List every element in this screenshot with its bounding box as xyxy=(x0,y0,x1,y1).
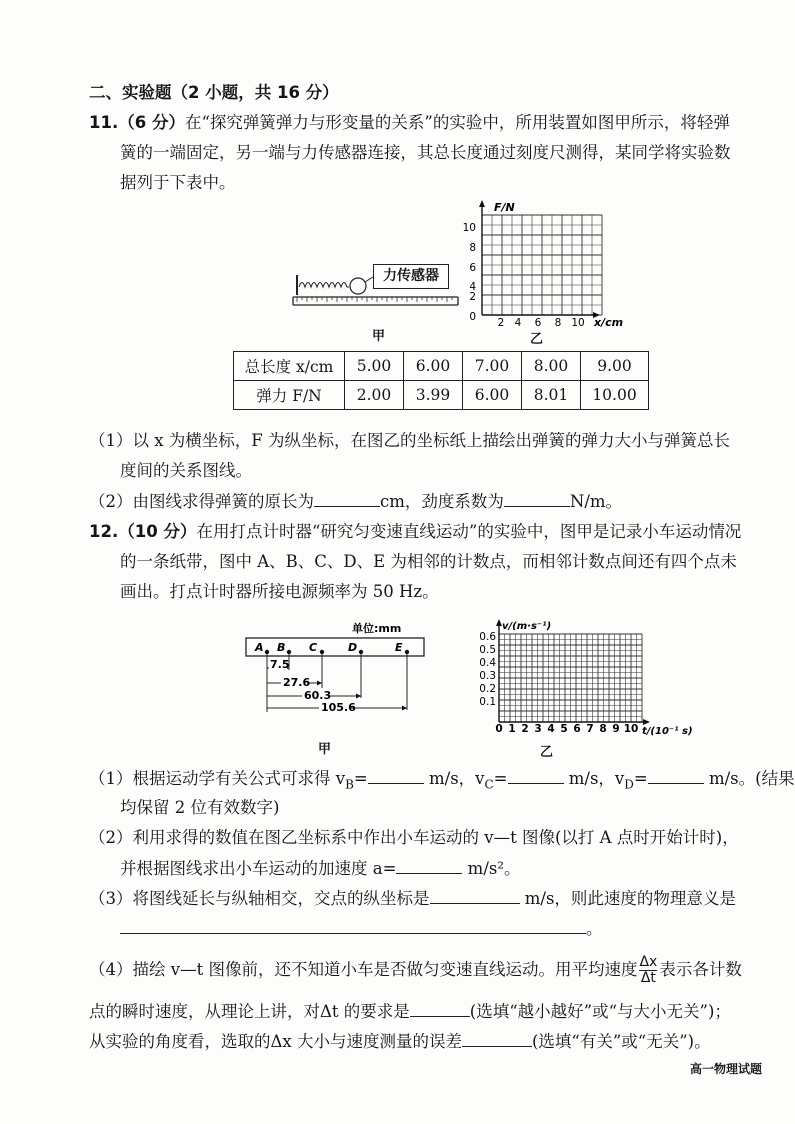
tape-dimension: 7.5 xyxy=(270,658,290,671)
table-cell: 5.00 xyxy=(345,352,404,381)
tape-dot xyxy=(265,650,269,654)
tape-point-label: B xyxy=(277,641,286,654)
q12-y-tick: 0.1 xyxy=(479,696,496,708)
answer-blank[interactable] xyxy=(462,1030,532,1047)
q11-fig-yi-caption: 乙 xyxy=(530,332,544,347)
tape-unit: 单位:mm xyxy=(352,622,402,635)
q12-stem-line1: 12.（10 分）在用打点计时器“研究匀变速直线运动”的实验中，图甲是记录小车运动情况 xyxy=(89,522,742,541)
answer-blank[interactable] xyxy=(120,917,586,934)
answer-blank[interactable] xyxy=(504,490,570,507)
table-cell: 6.00 xyxy=(404,352,463,381)
table-row-header: 总长度 x/cm xyxy=(234,352,345,381)
q12-part4-line2: 点的瞬时速度，从理论上讲，对Δt 的要求是 (选填“越小越好”或“与大小无关”)； xyxy=(89,1002,731,1021)
table-cell: 8.01 xyxy=(522,381,581,410)
q11-part2: （2）由图线求得弹簧的原长为 cm，劲度系数为 N/m。 xyxy=(89,492,623,511)
q12-part1-line1: （1）根据运动学有关公式可求得 $v_B= m/s$，$v_C= m/s$，$v_D= m/s$。(结果 xyxy=(89,769,795,792)
q11-points: （6 分） xyxy=(118,113,185,132)
table-cell: 6.00 xyxy=(463,381,522,410)
q12-x-tick: 8 xyxy=(599,723,607,735)
section-header xyxy=(89,82,339,104)
q12-y-tick: 0.3 xyxy=(479,670,496,682)
q11-y-tick: 4 xyxy=(469,281,476,293)
q12-part4-line3: 从实验的角度看，选取的Δx 大小与速度测量的误差 (选填“有关”或“无关”)。 xyxy=(89,1032,711,1051)
q12-x-tick: 2 xyxy=(521,723,529,735)
q11-x-tick: 10 xyxy=(571,317,585,329)
q12-y-tick: 0.6 xyxy=(479,631,496,643)
q11-y-tick: 8 xyxy=(469,242,476,254)
tape-dot xyxy=(320,650,324,654)
force-sensor-label: 力传感器 xyxy=(373,264,449,289)
q12-points: （10 分） xyxy=(118,522,197,541)
q11-origin-tick: 0 xyxy=(469,311,476,323)
avg-velocity-fraction: $\frac{\Delta x}{\Delta t}$ xyxy=(639,954,658,986)
q11-x-axis-label: x/cm xyxy=(594,316,624,329)
q12-x-axis-label: t/(10⁻¹ s) xyxy=(642,726,693,737)
q12-x-tick: 6 xyxy=(573,723,581,735)
q12-part2-line1: （2）利用求得的数值在图乙坐标系中作出小车运动的 v—t 图像(以打 A 点时开始计时)， xyxy=(89,828,739,847)
table-cell: 8.00 xyxy=(522,352,581,381)
answer-blank[interactable] xyxy=(314,490,380,507)
q12-y-axis-label: v/(m·s⁻¹) xyxy=(502,621,552,632)
q12-part1-line2: 均保留 2 位有效数字) xyxy=(120,798,280,817)
q11-x-tick: 6 xyxy=(534,317,542,329)
table-cell: 10.00 xyxy=(581,381,649,410)
q11-x-tick: 8 xyxy=(554,317,562,329)
q12-part3-line1: （3）将图线延长与纵轴相交，交点的纵坐标是 m/s，则此速度的物理意义是 xyxy=(89,889,736,908)
q12-part3-line2: 。 xyxy=(120,917,603,940)
q12-part4-line1: （4）描绘 v—t 图像前，还不知道小车是否做匀变速直线运动。用平均速度 $\frac{\Delta x}{\Delta t}$ 表示各计数 xyxy=(89,954,742,986)
answer-blank[interactable] xyxy=(368,767,424,784)
q11-fig-jia-caption: 甲 xyxy=(372,329,386,344)
q12-part2-line2: 并根据图线求出小车运动的加速度 a= m/s²。 xyxy=(120,859,521,878)
table-cell: 9.00 xyxy=(581,352,649,381)
table-row xyxy=(234,352,649,381)
tape-dimension: 105.6 xyxy=(321,701,356,714)
answer-blank[interactable] xyxy=(410,1000,470,1017)
section-title: 二、实验题 xyxy=(89,83,172,102)
table-row-header: 弹力 F/N xyxy=(234,381,345,410)
q12-paper-tape xyxy=(240,620,430,720)
table-cell: 7.00 xyxy=(463,352,522,381)
q12-vt-graph xyxy=(466,617,693,739)
q11-stem-line1: 11.（6 分）在“探究弹簧弹力与形变量的关系”的实验中，所用装置如图甲所示，将轻弹 xyxy=(89,113,730,132)
q12-x-tick: 3 xyxy=(534,723,542,735)
section-info: （2 小题，共 16 分） xyxy=(171,83,339,102)
tape-dimension: 27.6 xyxy=(283,676,311,689)
q12-stem-line3: 画出。打点计时器所接电源频率为 50 Hz。 xyxy=(120,582,439,601)
answer-blank[interactable] xyxy=(430,887,520,904)
tape-dimension: 60.3 xyxy=(304,689,332,702)
tape-dot xyxy=(359,650,363,654)
q12-y-tick: 0.5 xyxy=(479,644,496,656)
answer-blank[interactable] xyxy=(396,857,462,874)
q11-y-tick: 6 xyxy=(469,262,476,274)
q12-x-tick: 7 xyxy=(586,723,594,735)
tape-dot xyxy=(287,650,291,654)
q12-x-tick: 10 xyxy=(623,723,639,735)
answer-blank[interactable] xyxy=(508,767,564,784)
tape-point-label: E xyxy=(395,641,403,654)
table-cell: 3.99 xyxy=(404,381,463,410)
tape-point-label: C xyxy=(309,641,318,654)
q11-part1-line1: （1）以 x 为横坐标，F 为纵坐标，在图乙的坐标纸上描绘出弹簧的弹力大小与弹簧总长 xyxy=(89,431,730,450)
q12-x-tick: 4 xyxy=(547,723,555,735)
q12-graph-grid xyxy=(496,619,650,725)
q11-fx-graph xyxy=(462,196,632,330)
page-footer: 高一物理试题 xyxy=(690,1062,763,1076)
q11-y-axis-label: F/N xyxy=(494,201,515,214)
answer-blank[interactable] xyxy=(648,767,704,784)
tape-point-label: A xyxy=(255,641,264,654)
q11-graph-grid xyxy=(479,200,602,318)
tape-dot xyxy=(405,650,409,654)
q11-y-tick: 10 xyxy=(462,222,476,234)
q12-fig-jia-caption: 甲 xyxy=(318,742,332,757)
q12-x-tick: 5 xyxy=(560,723,568,735)
q12-y-tick: 0.2 xyxy=(479,683,496,695)
q12-y-tick: 0.4 xyxy=(479,657,496,669)
q12-number: 12. xyxy=(89,522,119,541)
tape-point-label: D xyxy=(348,641,358,654)
q12-x-tick: 9 xyxy=(612,723,620,735)
q11-y-tick: 2 xyxy=(469,291,476,303)
q11-data-table xyxy=(233,351,649,410)
q11-x-tick: 2 xyxy=(497,317,505,329)
q12-fig-yi-caption: 乙 xyxy=(540,745,554,760)
q12-x-tick: 0 xyxy=(495,723,503,735)
q11-x-tick: 4 xyxy=(514,317,522,329)
q11-stem-line2: 簧的一端固定，另一端与力传感器连接，其总长度通过刻度尺测得，某同学将实验数 xyxy=(120,143,731,162)
table-row xyxy=(234,381,649,410)
q11-stem-line3: 据列于下表中。 xyxy=(120,173,236,192)
q11-number: 11. xyxy=(89,113,119,132)
q12-x-tick: 1 xyxy=(508,723,516,735)
q12-stem-line2: 的一条纸带，图中 A、B、C、D、E 为相邻的计数点，而相邻计数点间还有四个点未 xyxy=(120,552,737,571)
q11-part1-line2: 度间的关系图线。 xyxy=(120,461,252,480)
table-cell: 2.00 xyxy=(345,381,404,410)
